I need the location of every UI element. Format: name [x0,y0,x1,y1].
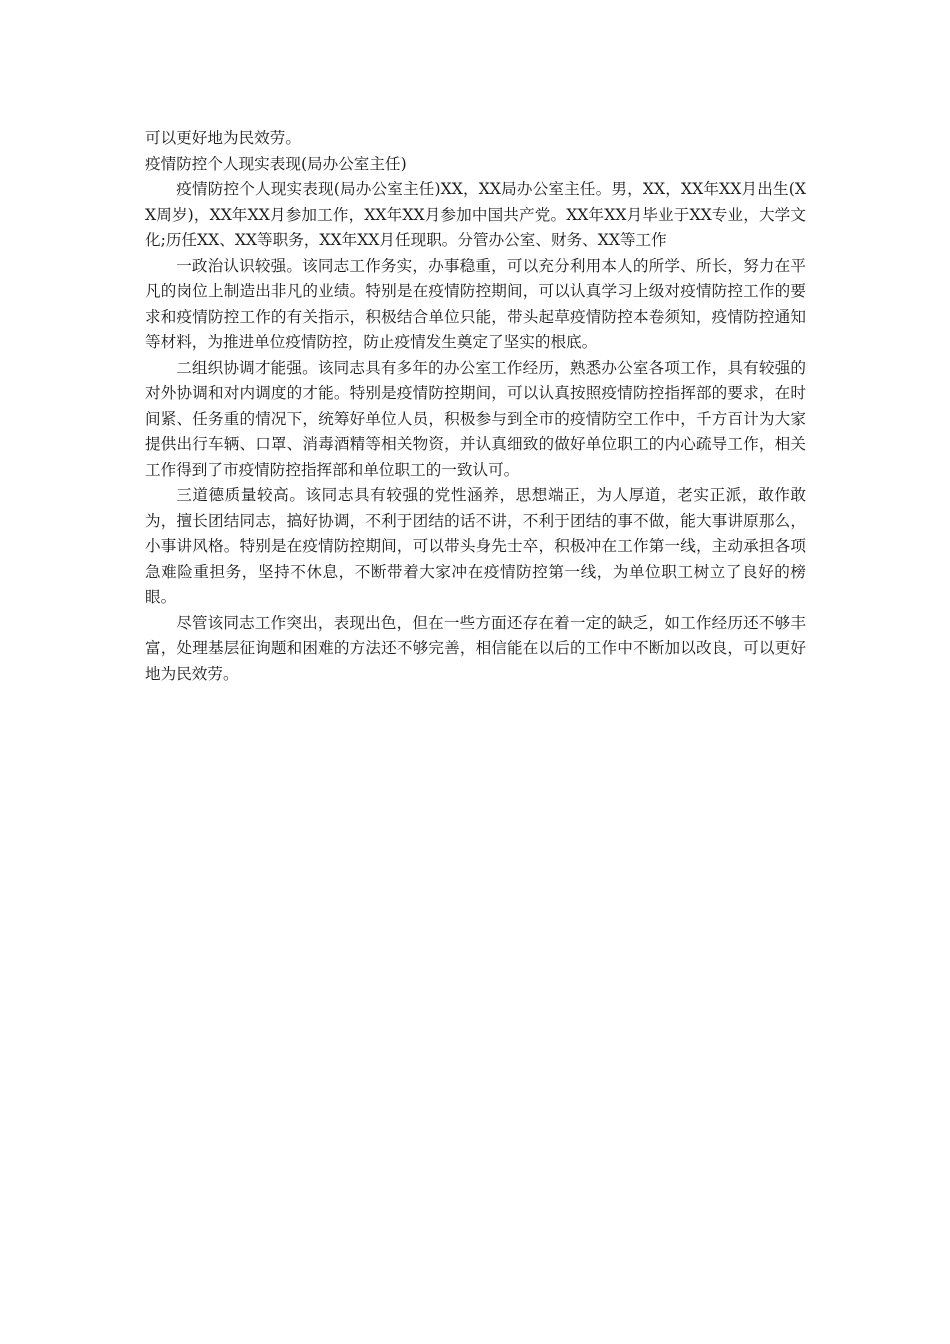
paragraph-morality: 三道德质量较高。该同志具有较强的党性涵养，思想端正，为人厚道，老实正派，敢作敢为，擅长团结同志，搞好协调，不利于团结的话不讲，不利于团结的事不做，能大事讲原那么，小事讲风格。特别是在疫情防控期间，可以带头身先士卒，积极冲在工作第一线，主动承担各项急难险重担务，坚持不休息，不断带着大家冲在疫情防控第一线，为单位职工树立了良好的榜眼。 [145,486,806,606]
paragraph-political: 一政治认识较强。该同志工作务实，办事稳重，可以充分利用本人的所学、所长，努力在平凡的岗位上制造出非凡的业绩。特别是在疫情防控期间，可以认真学习上级对疫情防控工作的要求和疫情防控工作的有关指示，积极结合单位只能，带头起草疫情防控本卷须知，疫情防控通知等材料，为推进单位疫情防控，防止疫情发生奠定了坚实的根底。 [145,256,806,351]
document-heading: 疫情防控个人现实表现(局办公室主任) [145,154,407,173]
continuation-line: 可以更好地为民效劳。 [145,129,301,147]
paragraph-intro: 疫情防控个人现实表现(局办公室主任)XX，XX局办公室主任。男，XX，XX年XX月出生(XX周岁)，XX年XX月参加工作，XX年XX月参加中国共产党。XX年XX月毕业于XX专业，大学文化;历任XX、XX等职务，XX年XX月任现职。分管办公室、财务、XX等工作 [145,180,806,249]
paragraph-conclusion: 尽管该同志工作突出，表现出色，但在一些方面还存在着一定的缺乏，如工作经历还不够丰富，处理基层征询题和困难的方法还不够完善，相信能在以后的工作中不断加以改良，可以更好地为民效劳。 [145,613,806,683]
paragraph-coordination: 二组织协调才能强。该同志具有多年的办公室工作经历，熟悉办公室各项工作，具有较强的对外协调和对内调度的才能。特别是疫情防控期间，可以认真按照疫情防控指挥部的要求，在时间紧、任务重的情况下，统筹好单位人员，积极参与到全市的疫情防空工作中，千方百计为大家提供出行车辆、口罩、消毒酒精等相关物资，并认真细致的做好单位职工的内心疏导工作，相关工作得到了市疫情防控指挥部和单位职工的一致认可。 [145,358,806,479]
document-body [145,126,806,687]
